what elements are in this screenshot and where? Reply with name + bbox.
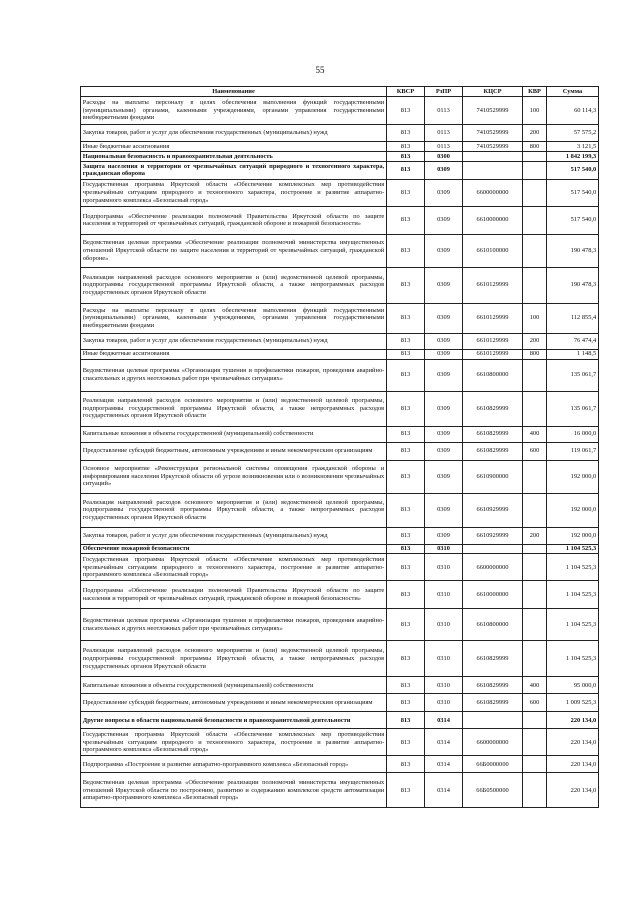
cell-kvr: [523, 267, 547, 303]
cell-name: Капитальные вложения в объекты государственной (муниципальной) собственности: [81, 426, 387, 442]
cell-sum: 220 134,0: [547, 773, 599, 808]
cell-sum: 57 575,2: [547, 125, 599, 142]
cell-kvsr: 813: [387, 554, 425, 581]
cell-kvsr: 813: [387, 234, 425, 267]
cell-rzpr: 0300: [425, 151, 463, 161]
cell-sum: 76 474,4: [547, 333, 599, 349]
cell-name: Подпрограмма «Обеспечение реализации полномочий Правительства Иркутской области по защите населения и территорий от чрезвычайных ситуаций, гражданской обороне и пожарной безопасности»: [81, 581, 387, 609]
table-row: [81, 609, 599, 641]
cell-kvr: [523, 609, 547, 641]
cell-kvsr: 813: [387, 677, 425, 694]
cell-kvsr: 813: [387, 125, 425, 142]
cell-kvsr: 813: [387, 527, 425, 544]
table-row: [81, 712, 599, 729]
cell-kcsr: 6610829999: [463, 694, 523, 712]
table-row: [81, 641, 599, 677]
cell-kvsr: 813: [387, 442, 425, 460]
cell-kcsr: 6610829999: [463, 391, 523, 426]
cell-kcsr: 6610129999: [463, 303, 523, 333]
cell-kvsr: 813: [387, 161, 425, 179]
table-row: [81, 729, 599, 756]
table-row: [81, 581, 599, 609]
cell-kvr: [523, 756, 547, 773]
cell-rzpr: 0314: [425, 712, 463, 729]
cell-name: Реализация направлений расходов основного мероприятия и (или) ведомственной целевой программы, подпрограммы государственной программы Иркутской области, а также непрограммных расходов государственных органов Иркутской области: [81, 493, 387, 527]
header-rzpr: РзПР: [425, 87, 463, 97]
cell-kvr: [523, 554, 547, 581]
table-row: [81, 206, 599, 234]
cell-name: Подпрограмма «Построение и развитие аппаратно-программного комплекса «Безопасный город»: [81, 756, 387, 773]
cell-sum: 112 855,4: [547, 303, 599, 333]
cell-kcsr: 6600000000: [463, 179, 523, 206]
cell-kvr: 600: [523, 442, 547, 460]
cell-rzpr: 0113: [425, 142, 463, 152]
cell-sum: 3 121,5: [547, 142, 599, 152]
cell-kcsr: [463, 544, 523, 554]
cell-rzpr: 0309: [425, 349, 463, 359]
cell-sum: 16 000,0: [547, 426, 599, 442]
header-name: Наименование: [81, 87, 387, 97]
cell-rzpr: 0309: [425, 267, 463, 303]
cell-kcsr: 66Б0000000: [463, 756, 523, 773]
cell-kvsr: 813: [387, 544, 425, 554]
cell-kcsr: 6610829999: [463, 442, 523, 460]
cell-kvsr: 813: [387, 609, 425, 641]
cell-sum: 1 104 525,3: [547, 554, 599, 581]
table-row: [81, 234, 599, 267]
cell-name: Расходы на выплаты персоналу в целях обеспечения выполнения функций государственными (муниципальными) органами, казенными учреждениями, органами управления государственными внебюджетными фондами: [81, 97, 387, 125]
cell-sum: 1 148,5: [547, 349, 599, 359]
cell-name: Реализация направлений расходов основного мероприятия и (или) ведомственной целевой программы, подпрограммы государственной программы Иркутской области, а также непрограммных расходов государственных органов Иркутской области: [81, 391, 387, 426]
cell-kvsr: 813: [387, 581, 425, 609]
cell-name: Ведомственная целевая программа «Обеспечение реализации полномочий министерства имущественных отношений Иркутской области по защите населения и территорий от чрезвычайных ситуаций, гражданской обороне»: [81, 234, 387, 267]
cell-kcsr: 6610129999: [463, 267, 523, 303]
cell-kvr: [523, 581, 547, 609]
cell-rzpr: 0113: [425, 97, 463, 125]
cell-sum: 1 104 525,3: [547, 544, 599, 554]
table-row: [81, 161, 599, 179]
cell-kcsr: 6610129999: [463, 349, 523, 359]
cell-kvsr: 813: [387, 694, 425, 712]
cell-sum: 1 104 525,3: [547, 609, 599, 641]
cell-kcsr: 6610800000: [463, 609, 523, 641]
table-row: [81, 333, 599, 349]
cell-kvsr: 813: [387, 359, 425, 391]
cell-kvsr: 813: [387, 206, 425, 234]
cell-kvr: 800: [523, 142, 547, 152]
cell-rzpr: 0309: [425, 460, 463, 493]
cell-kvsr: 813: [387, 179, 425, 206]
cell-rzpr: 0310: [425, 581, 463, 609]
table-row: [81, 179, 599, 206]
cell-name: Закупка товаров, работ и услуг для обеспечения государственных (муниципальных) нужд: [81, 527, 387, 544]
cell-kvsr: 813: [387, 641, 425, 677]
table-row: [81, 349, 599, 359]
header-kvsr: КВСР: [387, 87, 425, 97]
cell-kcsr: 6610829999: [463, 641, 523, 677]
cell-sum: 220 134,0: [547, 712, 599, 729]
table-row: [81, 493, 599, 527]
cell-sum: 192 000,0: [547, 493, 599, 527]
cell-kvr: [523, 179, 547, 206]
cell-name: Реализация направлений расходов основного мероприятия и (или) ведомственной целевой программы, подпрограммы государственной программы Иркутской области, а также непрограммных расходов государственных органов Иркутской области: [81, 641, 387, 677]
cell-kcsr: 6610000000: [463, 206, 523, 234]
table-row: [81, 460, 599, 493]
cell-kvr: 400: [523, 426, 547, 442]
table-row: [81, 544, 599, 554]
cell-kcsr: 6610929999: [463, 527, 523, 544]
cell-sum: 60 114,3: [547, 97, 599, 125]
table-row: [81, 527, 599, 544]
cell-kvsr: 813: [387, 729, 425, 756]
table-row: [81, 694, 599, 712]
cell-rzpr: 0310: [425, 544, 463, 554]
cell-rzpr: 0309: [425, 179, 463, 206]
header-sum: Сумма: [547, 87, 599, 97]
cell-name: Государственная программа Иркутской области «Обеспечение комплексных мер противодействия чрезвычайным ситуациям природного и техногенного характера, построение и развитие аппаратно-программного комплекса «Безопасный город»: [81, 179, 387, 206]
table-row: [81, 442, 599, 460]
cell-kvsr: 813: [387, 712, 425, 729]
table-row: [81, 426, 599, 442]
table-row: [81, 756, 599, 773]
cell-kvsr: 813: [387, 773, 425, 808]
cell-kcsr: 6610800000: [463, 359, 523, 391]
table-row: [81, 125, 599, 142]
cell-rzpr: 0314: [425, 729, 463, 756]
cell-sum: 1 104 525,3: [547, 581, 599, 609]
cell-rzpr: 0309: [425, 161, 463, 179]
table-row: [81, 151, 599, 161]
header-kvr: КВР: [523, 87, 547, 97]
cell-sum: 1 009 525,3: [547, 694, 599, 712]
cell-name: Закупка товаров, работ и услуг для обеспечения государственных (муниципальных) нужд: [81, 333, 387, 349]
cell-name: Защита населения и территории от чрезвычайных ситуаций природного и техногенного характера, гражданская оборона: [81, 161, 387, 179]
cell-kvr: [523, 544, 547, 554]
cell-kvr: [523, 460, 547, 493]
cell-rzpr: 0309: [425, 333, 463, 349]
cell-kcsr: 7410529999: [463, 125, 523, 142]
cell-sum: 192 000,0: [547, 460, 599, 493]
cell-name: Основное мероприятие «Реконструкция региональной системы оповещения гражданской обороны и информирования населения Иркутской области об угрозе возникновения или о возникновении чрезвычайных ситуаций»: [81, 460, 387, 493]
cell-name: Иные бюджетные ассигнования: [81, 349, 387, 359]
cell-kvr: 200: [523, 333, 547, 349]
cell-sum: 135 061,7: [547, 359, 599, 391]
cell-name: Национальная безопасность и правоохранительная деятельность: [81, 151, 387, 161]
table-row: [81, 677, 599, 694]
cell-name: Иные бюджетные ассигнования: [81, 142, 387, 152]
cell-sum: 190 478,3: [547, 234, 599, 267]
cell-kvsr: 813: [387, 391, 425, 426]
cell-kcsr: 6610000000: [463, 581, 523, 609]
cell-name: Ведомственная целевая программа «Организация тушения и профилактики пожаров, проведения аварийно-спасательных и других неотложных работ при чрезвычайных ситуациях»: [81, 609, 387, 641]
cell-kvsr: 813: [387, 493, 425, 527]
cell-sum: 517 540,0: [547, 206, 599, 234]
cell-kvsr: 813: [387, 333, 425, 349]
cell-name: Другие вопросы в области национальной безопасности и правоохранительной деятельности: [81, 712, 387, 729]
cell-kvr: [523, 773, 547, 808]
cell-name: Реализация направлений расходов основного мероприятия и (или) ведомственной целевой программы, подпрограммы государственной программы Иркутской области, а также непрограммных расходов государственных органов Иркутской области: [81, 267, 387, 303]
cell-kcsr: 6600000000: [463, 729, 523, 756]
cell-rzpr: 0309: [425, 426, 463, 442]
cell-rzpr: 0310: [425, 677, 463, 694]
cell-kcsr: [463, 161, 523, 179]
cell-rzpr: 0310: [425, 554, 463, 581]
cell-name: Закупка товаров, работ и услуг для обеспечения государственных (муниципальных) нужд: [81, 125, 387, 142]
cell-kvsr: 813: [387, 142, 425, 152]
cell-kvr: [523, 712, 547, 729]
cell-rzpr: 0113: [425, 125, 463, 142]
cell-kvr: 800: [523, 349, 547, 359]
cell-rzpr: 0310: [425, 641, 463, 677]
cell-kvsr: 813: [387, 267, 425, 303]
cell-kcsr: 6610829999: [463, 426, 523, 442]
cell-kvr: [523, 729, 547, 756]
table-row: [81, 554, 599, 581]
cell-rzpr: 0309: [425, 442, 463, 460]
cell-name: Предоставление субсидий бюджетным, автономным учреждениям и иным некоммерческим организациям: [81, 694, 387, 712]
cell-kvr: 400: [523, 677, 547, 694]
cell-kvr: [523, 151, 547, 161]
cell-kcsr: [463, 151, 523, 161]
cell-kvr: [523, 206, 547, 234]
cell-kvr: [523, 391, 547, 426]
cell-kvr: 200: [523, 125, 547, 142]
table-header-row: [81, 87, 599, 97]
cell-kvsr: 813: [387, 349, 425, 359]
cell-kcsr: 6610829999: [463, 677, 523, 694]
cell-rzpr: 0309: [425, 527, 463, 544]
cell-sum: 95 000,0: [547, 677, 599, 694]
cell-kvr: [523, 161, 547, 179]
cell-sum: 517 540,0: [547, 161, 599, 179]
table-row: [81, 142, 599, 152]
page-number: 55: [315, 65, 325, 75]
table-row: [81, 267, 599, 303]
cell-name: Расходы на выплаты персоналу в целях обеспечения выполнения функций государственными (муниципальными) органами, казенными учреждениями, органами управления государственными внебюджетными фондами: [81, 303, 387, 333]
cell-kcsr: 66Б0500000: [463, 773, 523, 808]
cell-kvsr: 813: [387, 756, 425, 773]
cell-kvr: 100: [523, 303, 547, 333]
cell-kvsr: 813: [387, 460, 425, 493]
cell-name: Государственная программа Иркутской области «Обеспечение комплексных мер противодействия чрезвычайным ситуациям природного и техногенного характера, построение и развитие аппаратно-программного комплекса «Безопасный город»: [81, 729, 387, 756]
cell-kvr: [523, 641, 547, 677]
cell-name: Обеспечение пожарной безопасности: [81, 544, 387, 554]
table-row: [81, 97, 599, 125]
cell-sum: 220 134,0: [547, 756, 599, 773]
cell-kvr: [523, 234, 547, 267]
cell-kvsr: 813: [387, 97, 425, 125]
cell-kcsr: 6600000000: [463, 554, 523, 581]
cell-kvsr: 813: [387, 303, 425, 333]
cell-rzpr: 0310: [425, 609, 463, 641]
cell-rzpr: 0309: [425, 359, 463, 391]
cell-rzpr: 0309: [425, 493, 463, 527]
cell-rzpr: 0314: [425, 756, 463, 773]
cell-kvr: 600: [523, 694, 547, 712]
cell-name: Подпрограмма «Обеспечение реализации полномочий Правительства Иркутской области по защите населения и территорий от чрезвычайных ситуаций, гражданской обороне и пожарной безопасности»: [81, 206, 387, 234]
cell-sum: 1 104 525,3: [547, 641, 599, 677]
cell-kcsr: 6610129999: [463, 333, 523, 349]
cell-rzpr: 0309: [425, 391, 463, 426]
table-row: [81, 391, 599, 426]
cell-sum: 119 061,7: [547, 442, 599, 460]
table-row: [81, 773, 599, 808]
header-kcsr: КЦСР: [463, 87, 523, 97]
cell-kvsr: 813: [387, 151, 425, 161]
cell-kcsr: 7410529999: [463, 97, 523, 125]
budget-table: [80, 86, 599, 808]
cell-kvr: [523, 359, 547, 391]
cell-name: Капитальные вложения в объекты государственной (муниципальной) собственности: [81, 677, 387, 694]
cell-sum: 135 061,7: [547, 391, 599, 426]
cell-sum: 192 000,0: [547, 527, 599, 544]
cell-rzpr: 0309: [425, 234, 463, 267]
cell-rzpr: 0309: [425, 303, 463, 333]
cell-name: Государственная программа Иркутской области «Обеспечение комплексных мер противодействия чрезвычайным ситуациям природного и техногенного характера, построение и развитие аппаратно-программного комплекса «Безопасный город»: [81, 554, 387, 581]
cell-rzpr: 0314: [425, 773, 463, 808]
cell-rzpr: 0310: [425, 694, 463, 712]
cell-sum: 517 540,0: [547, 179, 599, 206]
table-row: [81, 303, 599, 333]
cell-name: Ведомственная целевая программа «Организация тушения и профилактики пожаров, проведения аварийно-спасательных и других неотложных работ при чрезвычайных ситуациях»: [81, 359, 387, 391]
cell-kvsr: 813: [387, 426, 425, 442]
cell-name: Ведомственная целевая программа «Обеспечение реализации полномочий министерства имущественных отношений Иркутской области по построению, развитию и содержанию комплексов средств автоматизации аппаратно-программного комплекса «Безопасный город»: [81, 773, 387, 808]
cell-kvr: 200: [523, 527, 547, 544]
table-body: [81, 97, 599, 808]
cell-rzpr: 0309: [425, 206, 463, 234]
cell-kcsr: 6610100000: [463, 234, 523, 267]
cell-sum: 190 478,3: [547, 267, 599, 303]
cell-sum: 220 134,0: [547, 729, 599, 756]
cell-kvr: 100: [523, 97, 547, 125]
cell-kcsr: 6610929999: [463, 493, 523, 527]
cell-sum: 1 842 199,3: [547, 151, 599, 161]
table-row: [81, 359, 599, 391]
cell-kcsr: 7410529999: [463, 142, 523, 152]
cell-kcsr: [463, 712, 523, 729]
cell-kcsr: 6610900000: [463, 460, 523, 493]
cell-name: Предоставление субсидий бюджетным, автономным учреждениям и иным некоммерческим организациям: [81, 442, 387, 460]
cell-kvr: [523, 493, 547, 527]
